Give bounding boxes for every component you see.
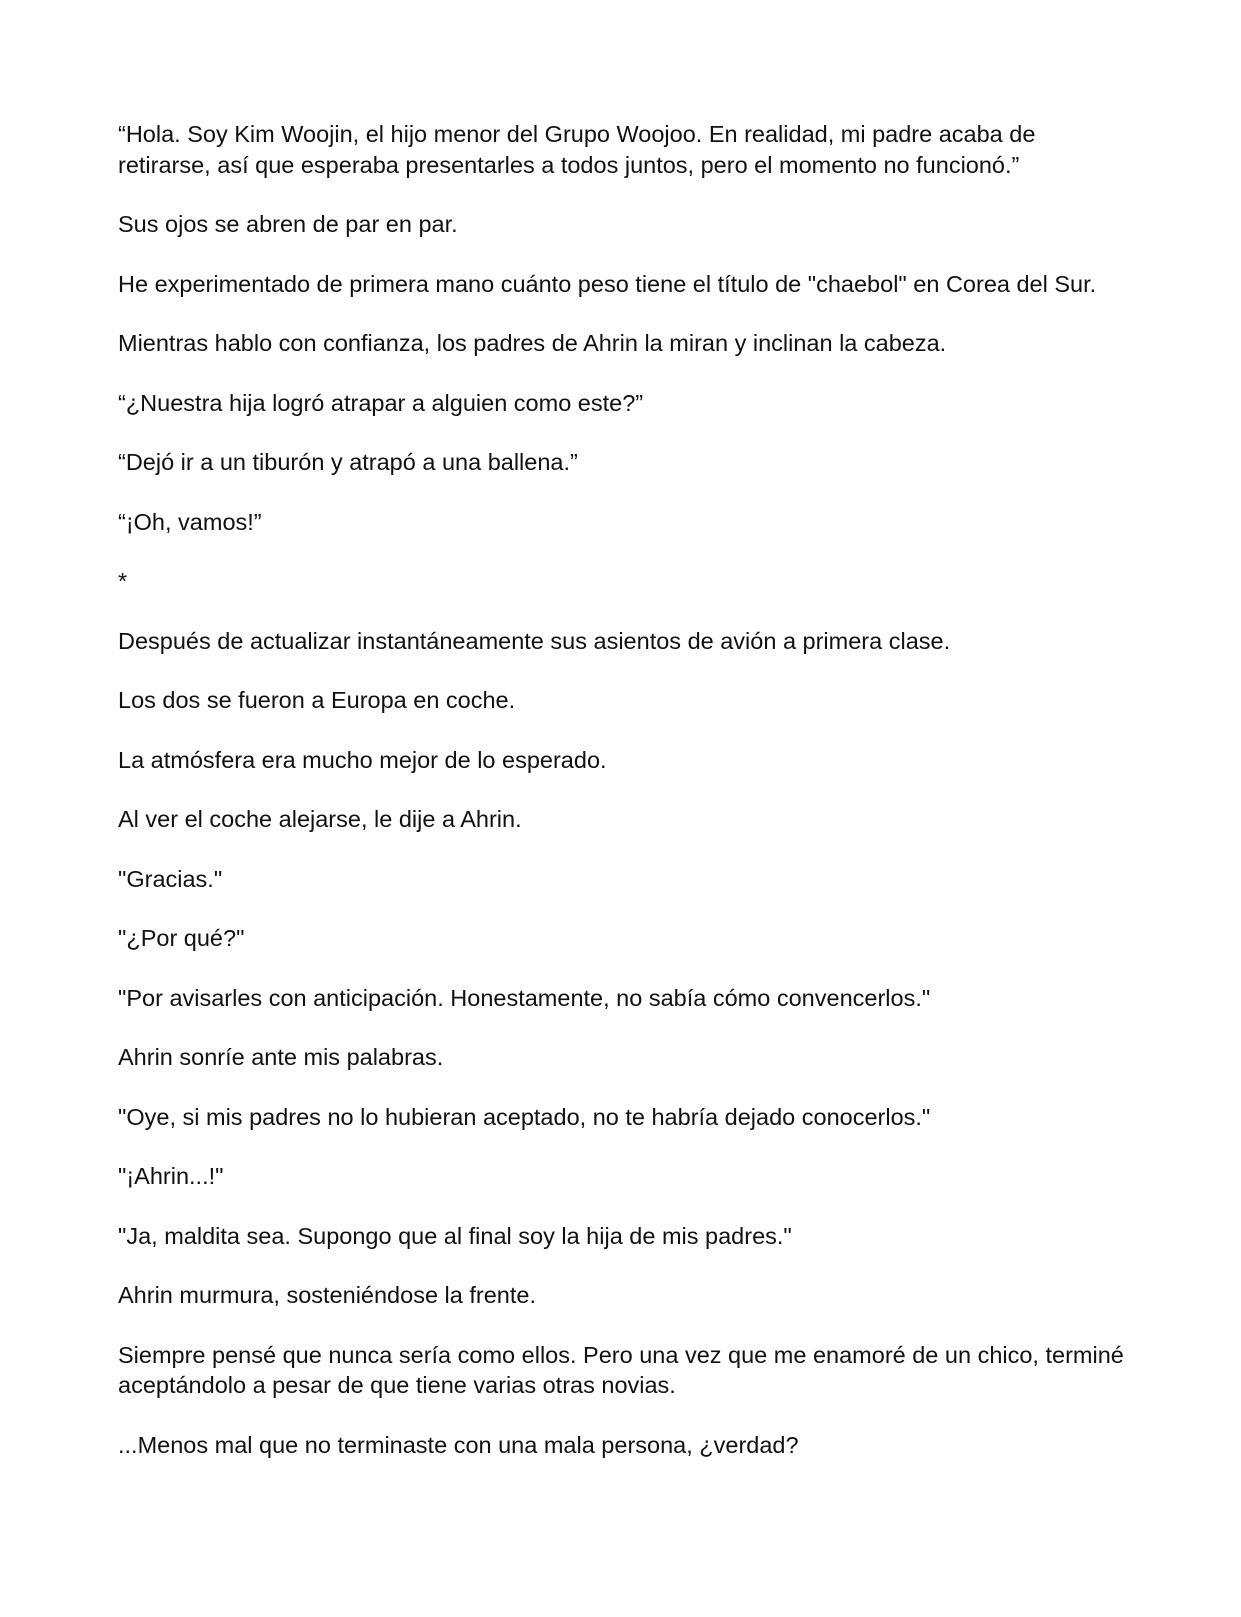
paragraph: “Hola. Soy Kim Woojin, el hijo menor del Grupo Woojoo. En realidad, mi padre acaba de retirarse, así que esperaba presentarles a todos juntos, pero el momento no funcionó.”	[118, 121, 1036, 178]
paragraph: "Oye, si mis padres no lo hubieran aceptado, no te habría dejado conocerlos."	[118, 1103, 931, 1130]
paragraph: Mientras hablo con confianza, los padres de Ahrin la miran y inclinan la cabeza.	[118, 330, 947, 356]
paragraph: “¡Oh, vamos!”	[118, 508, 262, 535]
paragraph: ...Menos mal que no terminaste con una mala persona, ¿verdad?	[118, 1431, 799, 1458]
paragraph: “Dejó ir a un tiburón y atrapó a una ballena.”	[118, 449, 578, 475]
paragraph: “¿Nuestra hija logró atrapar a alguien como este?”	[118, 389, 644, 416]
paragraph: Ahrin murmura, sosteniéndose la frente.	[118, 1282, 536, 1308]
paragraph: "Gracias."	[118, 865, 223, 892]
paragraph: Los dos se fueron a Europa en coche.	[118, 687, 516, 713]
paragraph: "¿Por qué?"	[118, 925, 245, 951]
paragraph: Siempre pensé que nunca sería como ellos. Pero una vez que me enamoré de un chico, terminé aceptándolo a pesar de que tiene varias otras novias.	[118, 1341, 1124, 1398]
scene-break: *	[118, 568, 128, 594]
paragraph: Sus ojos se abren de par en par.	[118, 211, 458, 237]
paragraph: "Por avisarles con anticipación. Honestamente, no sabía cómo convencerlos."	[118, 984, 931, 1011]
paragraph: "¡Ahrin...!"	[118, 1163, 224, 1189]
paragraph: Al ver el coche alejarse, le dije a Ahrin.	[118, 806, 522, 832]
paragraph: "Ja, maldita sea. Supongo que al final soy la hija de mis padres."	[118, 1222, 792, 1249]
paragraph: Después de actualizar instantáneamente sus asientos de avión a primera clase.	[118, 627, 951, 654]
paragraph: He experimentado de primera mano cuánto peso tiene el título de "chaebol" en Corea del Sur.	[118, 270, 1097, 297]
paragraph: Ahrin sonríe ante mis palabras.	[118, 1044, 444, 1070]
document-body	[118, 119, 1128, 1489]
paragraph: La atmósfera era mucho mejor de lo esperado.	[118, 746, 607, 773]
